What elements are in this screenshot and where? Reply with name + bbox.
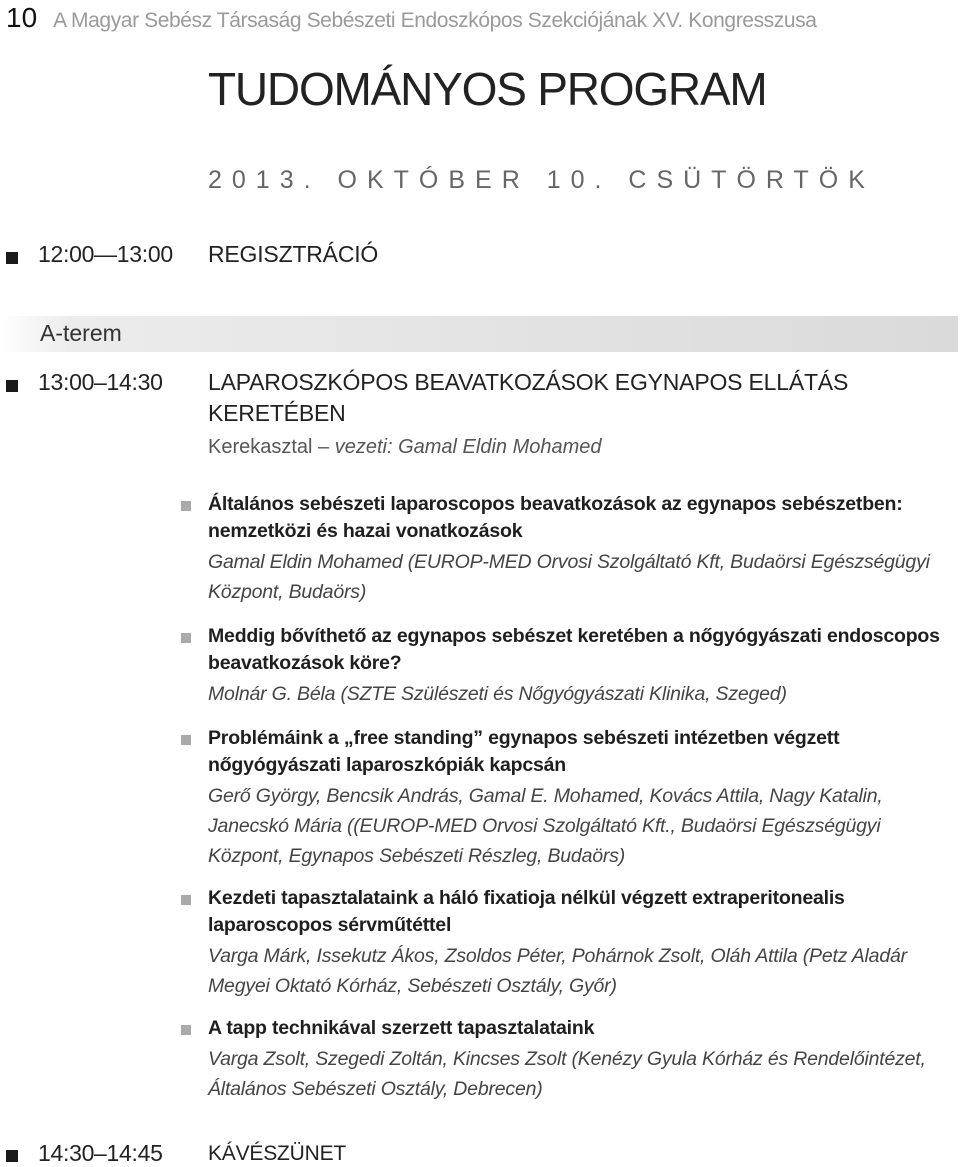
talk-authors: Varga Márk, Issekutz Ákos, Zsoldos Péter, Pohárnok Zsolt, Oláh Attila (Petz Aladár Megyei Oktató Kórház, Sebészeti Osztály, Győr) [208, 945, 907, 997]
talk-authors: Gerő György, Bencsik András, Gamal E. Mohamed, Kovács Attila, Nagy Katalin, Janecskó Mária ((EUROP-MED Orvosi Szolgáltató Kft., Budaörsi Egészségügyi Központ, Egynapos Sebészeti Részleg, Budaörs) [208, 785, 883, 867]
registration-title: REGISZTRÁCIÓ [208, 241, 379, 267]
program-title: TUDOMÁNYOS PROGRAM [208, 63, 767, 115]
session-type: Kerekasztal – [208, 436, 330, 458]
page-number: 10 [6, 2, 38, 33]
talk-bullet-icon [181, 1025, 191, 1035]
session-chair-name: vezeti: Gamal Eldin Mohamed [334, 436, 602, 458]
talk-title: Általános sebészeti laparoscopos beavatkozások az egynapos sebészetben: nemzetközi és hazai vonatkozások [208, 493, 903, 542]
talk-title: Meddig bővíthető az egynapos sebészet keretében a nőgyógyászati endoscopos beavatkozások köre? [208, 625, 940, 674]
talk-bullet-icon [181, 895, 191, 905]
talk-authors: Molnár G. Béla (SZTE Szülészeti és Nőgyógyászati Klinika, Szeged) [208, 683, 787, 705]
coffee-break-title: KÁVÉSZÜNET [208, 1142, 347, 1165]
running-header [6, 2, 817, 36]
registration-time: 12:00—13:00 [38, 241, 173, 267]
bullet-square-icon [6, 380, 18, 392]
coffee-break-time: 14:30–14:45 [38, 1140, 163, 1166]
talk-title: Kezdeti tapasztalataink a háló fixatioja nélkül végzett extraperitonealis laparoscopos sérvműtéttel [208, 887, 845, 936]
talk-item [208, 725, 956, 871]
room-label: A-terem [40, 320, 122, 346]
talk-item [208, 623, 956, 709]
talk-authors: Varga Zsolt, Szegedi Zoltán, Kincses Zsolt (Kenézy Gyula Kórház és Rendelőintézet, Általános Sebészeti Osztály, Debrecen) [208, 1048, 926, 1100]
talk-authors: Gamal Eldin Mohamed (EUROP-MED Orvosi Szolgáltató Kft, Budaörsi Egészségügyi Központ, Budaörs) [208, 551, 930, 603]
talk-item [208, 491, 956, 607]
talk-title: Problémáink a „free standing” egynapos sebészeti intézetben végzett nőgyógyászati laparoszkópiák kapcsán [208, 727, 840, 776]
session-title-line1: LAPAROSZKÓPOS BEAVATKOZÁSOK EGYNAPOS ELLÁTÁS [208, 369, 849, 395]
talk-item [208, 1015, 956, 1104]
talk-bullet-icon [181, 735, 191, 745]
talk-bullet-icon [181, 501, 191, 511]
room-bar [0, 316, 958, 352]
session-title-line2: KERETÉBEN [208, 400, 346, 426]
bullet-square-icon [6, 252, 18, 264]
talk-bullet-icon [181, 633, 191, 643]
session-time: 13:00–14:30 [38, 369, 163, 395]
bullet-square-icon [6, 1150, 18, 1162]
talk-item [208, 885, 956, 1001]
running-title: A Magyar Sebész Társaság Sebészeti Endoszkópos Szekciójának XV. Kongresszusa [53, 9, 817, 32]
talk-title: A tapp technikával szerzett tapasztalataink [208, 1017, 595, 1039]
program-date: 2013. OKTÓBER 10. CSÜTÖRTÖK [208, 166, 875, 194]
session-chair [208, 436, 602, 459]
